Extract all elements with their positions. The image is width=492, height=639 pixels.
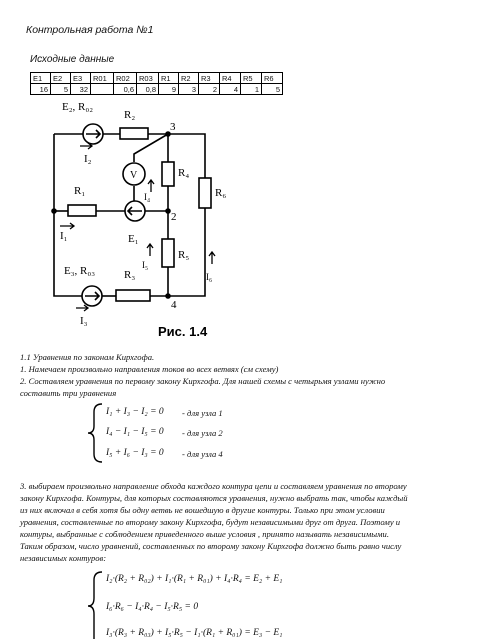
label-r5: R₅ [178,249,190,261]
current-arrow [80,143,92,149]
params-header-row [31,73,283,84]
equation-loop2: I₆·R₆ − I₄·R₄ − I₅·R₅ = 0 [106,602,199,612]
equation-note: - для узла 2 [182,428,223,438]
param-header: R03 [137,73,159,84]
paragraph-line: контуры, выбранные с соблюдением приведенного выше условия , принято называть независимыми. [20,529,389,539]
param-value: 1 [241,84,262,95]
param-value: 32 [71,84,91,95]
paragraph-line: 3. выбираем произвольно направление обхода каждого контура цепи и составляем уравнения по второму [20,481,407,491]
param-header: R3 [199,73,220,84]
equation-node4: I₅ + I₆ − I₃ = 0 [106,448,164,458]
paragraph-line: уравнения, составленные по второму закону Кирхгофа, будут независимыми друг от друга. Поэтому и [20,517,401,527]
paragraph-line: 2. Составляем уравнения по первому закону Кирхгофа. Для нашей схемы с четырьмя узлами нужно [20,376,386,386]
param-header: E1 [31,73,51,84]
equation-loop3: I₃·(R₃ + R₀₃) + I₅·R₅ − I₁·(R₁ + R₀₁) = E₃ − E₁ [106,628,283,638]
label-r2: R₂ [124,109,136,121]
param-header: R01 [91,73,114,84]
param-header: R5 [241,73,262,84]
equation-node1: I₁ + I₃ − I₂ = 0 [106,407,164,417]
param-header: R6 [262,73,283,84]
paragraph-line: закону Кирхгофа. Контуры, для которых составляются уравнения, нужно выбрать так, чтобы каждый [20,493,408,503]
circuit-diagram [40,96,240,340]
param-header: E3 [71,73,91,84]
resistor-r5 [162,239,174,267]
label-i4: I₄ [144,192,151,202]
current-arrow [147,244,153,256]
brace-icon [86,402,106,464]
param-header: E2 [51,73,71,84]
label-e2r02: E₂, R₀₂ [62,101,94,113]
param-value: 5 [51,84,71,95]
paragraph-line: независимых контуров: [20,553,107,563]
equation-note: - для узла 4 [182,449,223,459]
equation-loop1: I₂·(R₂ + R₀₂) + I₁·(R₁ + R₀₁) + I₄·R₄ = E₂ + E₁ [106,574,283,584]
label-r3: R₃ [124,269,136,281]
brace-icon [86,570,106,639]
param-header: R1 [159,73,179,84]
current-arrow [148,180,154,192]
current-arrow [60,223,74,229]
params-table [30,72,283,95]
param-value: 16 [31,84,51,95]
resistor-r1 [68,205,96,216]
doc-subtitle: Исходные данные [30,54,115,65]
label-i6: I₆ [206,272,213,282]
label-v: V [130,170,138,181]
label-node4: 4 [171,299,177,311]
label-node3: 3 [170,121,176,133]
doc-title: Контрольная работа №1 [26,24,154,36]
section-heading: 1.1 Уравнения по законам Кирхгофа. [20,352,155,362]
param-header: R2 [179,73,199,84]
label-r4: R₄ [178,167,190,179]
param-value: 5 [262,84,283,95]
figure-caption: Рис. 1.4 [158,324,208,339]
label-e1: E₁ [128,233,139,245]
param-value: 9 [159,84,179,95]
node-2 [166,209,170,213]
param-header: R4 [220,73,241,84]
current-arrow [76,305,88,311]
resistor-r3 [116,290,150,301]
label-r1: R₁ [74,185,86,197]
paragraph-line: Таким образом, число уравнений, составленных по второму закону Кирхгофа должно быть равно числу [20,541,402,551]
paragraph-line: из них включал в себя хотя бы одну ветвь не вошедшую в другие контуры. Только при этом условии [20,505,385,515]
label-e3r03: E₃, R₀₃ [64,265,96,277]
param-header: R02 [114,73,137,84]
paragraph-line: 1. Намечаем произвольно направления токов во всех ветвях (см схему) [20,364,279,374]
label-i5: I₅ [142,260,149,270]
equation-note: - для узла 1 [182,408,223,418]
node-4 [166,294,170,298]
param-value: 2 [199,84,220,95]
label-r6: R₆ [215,187,227,199]
paragraph-line: составить три уравнения [20,388,117,398]
param-value [91,84,114,95]
param-value: 4 [220,84,241,95]
current-arrow [209,252,215,264]
params-value-row [31,84,283,95]
param-value: 0,8 [137,84,159,95]
label-i1: I₁ [60,230,68,242]
resistor-r2 [120,128,148,139]
label-node2: 2 [171,211,177,223]
wire [54,211,82,296]
resistor-r4 [162,162,174,186]
equation-node2: I₄ − I₁ − I₅ = 0 [106,427,164,437]
node-1 [52,209,56,213]
label-i3: I₃ [80,315,88,327]
param-value: 0,6 [114,84,137,95]
resistor-r6 [199,178,211,208]
param-value: 3 [179,84,199,95]
label-i2: I₂ [84,153,92,165]
